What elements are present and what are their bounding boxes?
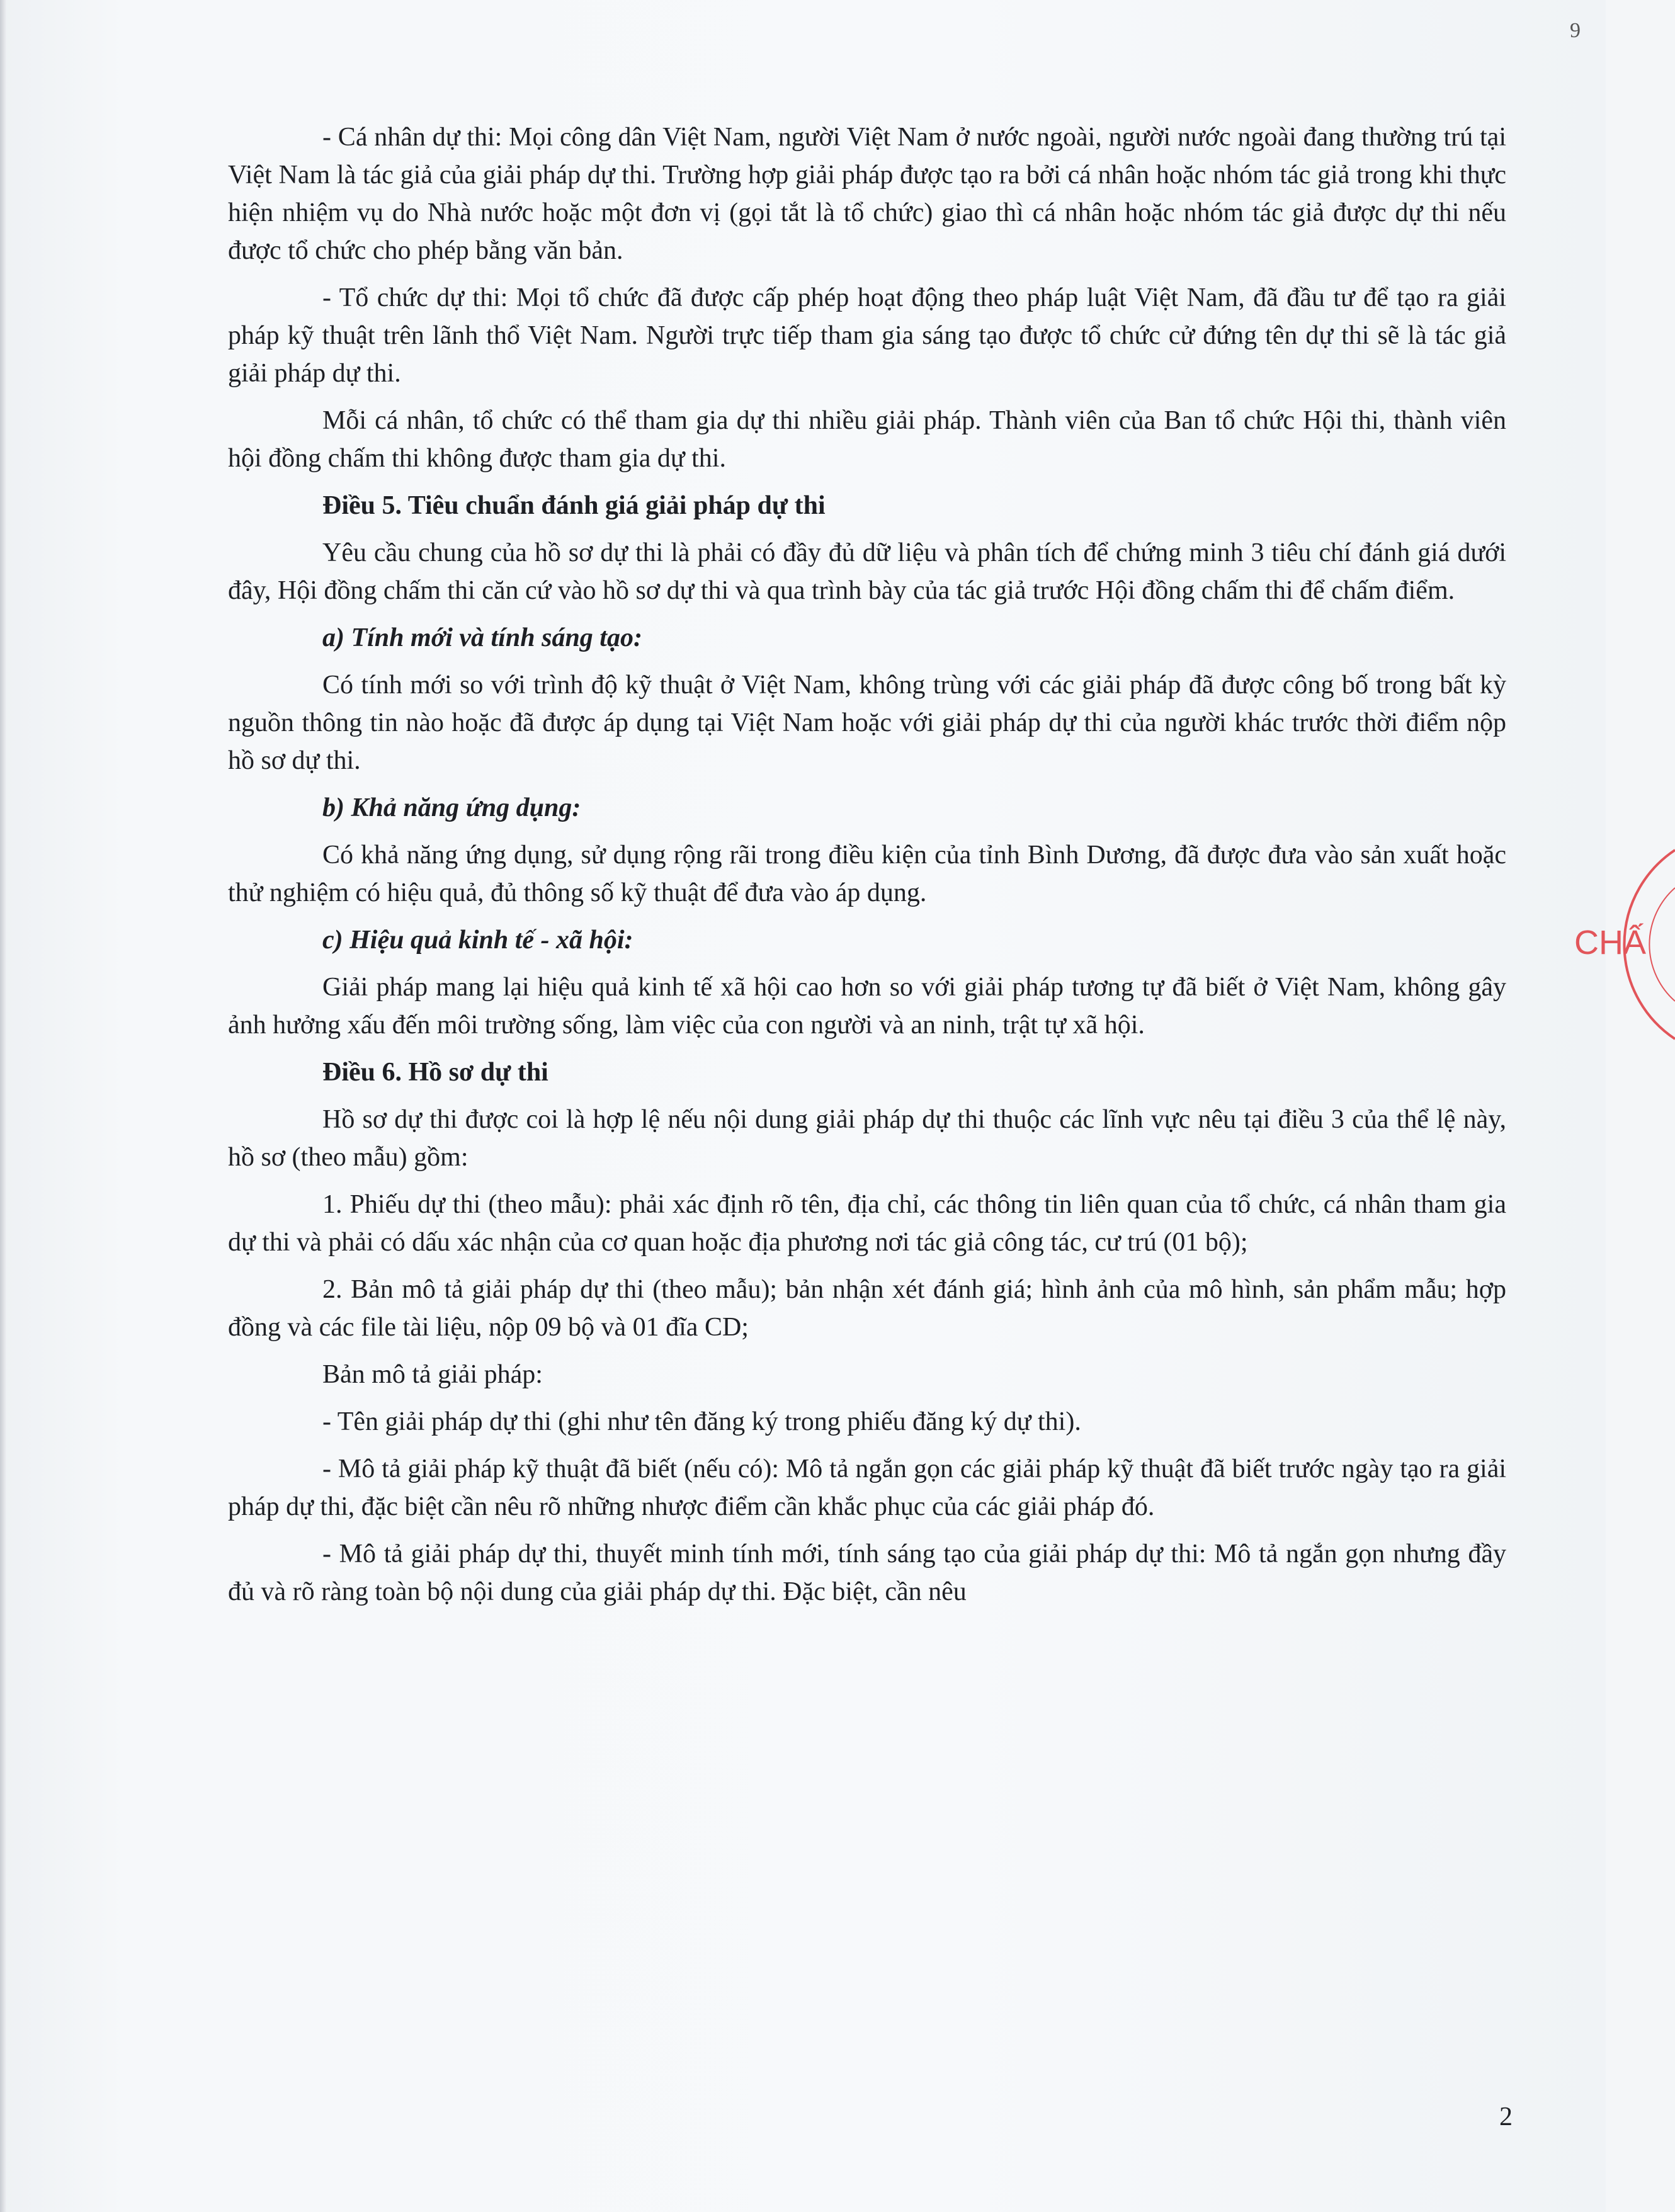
document-body xyxy=(228,118,1506,1620)
page-left-edge xyxy=(0,0,6,2212)
body-paragraph: Có khả năng ứng dụng, sử dụng rộng rãi trong điều kiện của tỉnh Bình Dương, đã được đưa vào sản xuất hoặc thử nghiệm có hiệu quả, đủ thông số kỹ thuật để đưa vào áp dụng. xyxy=(228,841,1506,907)
section-heading: Điều 5. Tiêu chuẩn đánh giá giải pháp dự thi xyxy=(322,491,826,520)
body-paragraph: 2. Bản mô tả giải pháp dự thi (theo mẫu); bản nhận xét đánh giá; hình ảnh của mô hình, sản phẩm mẫu; hợp đồng và các file tài liệu, nộp 09 bộ và 01 đĩa CD; xyxy=(228,1275,1506,1342)
body-paragraph: Giải pháp mang lại hiệu quả kinh tế xã hội cao hơn so với giải pháp tương tự đã biết ở Việt Nam, không gây ảnh hưởng xấu đến môi trường sống, làm việc của con người và an ninh, trật tự xã hội. xyxy=(228,973,1506,1040)
body-paragraph: - Mô tả giải pháp kỹ thuật đã biết (nếu có): Mô tả ngắn gọn các giải pháp kỹ thuật đã biết trước ngày tạo ra giải pháp dự thi, đặc biệt cần nêu rõ những nhược điểm cần khắc phục của các giải pháp đó. xyxy=(228,1455,1506,1521)
red-seal-stamp xyxy=(1530,831,1675,1058)
section-heading: Điều 6. Hồ sơ dự thi xyxy=(322,1058,548,1087)
body-paragraph: - Tên giải pháp dự thi (ghi như tên đăng ký trong phiếu đăng ký dự thi). xyxy=(322,1407,1081,1436)
corner-mark: 9 xyxy=(1570,19,1581,42)
body-paragraph: - Mô tả giải pháp dự thi, thuyết minh tính mới, tính sáng tạo của giải pháp dự thi: Mô tả ngắn gọn nhưng đầy đủ và rõ ràng toàn bộ nội dung của giải pháp dự thi. Đặc biệt, cần nêu xyxy=(228,1540,1506,1606)
criterion-heading: c) Hiệu quả kinh tế - xã hội: xyxy=(322,926,633,955)
body-paragraph: - Tổ chức dự thi: Mọi tổ chức đã được cấp phép hoạt động theo pháp luật Việt Nam, đã đầu tư để tạo ra giải pháp kỹ thuật trên lãnh thổ Việt Nam. Người trực tiếp tham gia sáng tạo được tổ chức cử đứng tên dự thi sẽ là tác giả giải pháp dự thi. xyxy=(228,283,1506,388)
body-paragraph: Bản mô tả giải pháp: xyxy=(322,1360,543,1389)
page-number: 2 xyxy=(1499,2102,1513,2131)
body-paragraph: - Cá nhân dự thi: Mọi công dân Việt Nam, người Việt Nam ở nước ngoài, người nước ngoài đang thường trú tại Việt Nam là tác giả của giải pháp dự thi. Trường hợp giải pháp được tạo ra bởi cá nhân hoặc nhóm tác giả trong khi thực hiện nhiệm vụ do Nhà nước hoặc một đơn vị (gọi tắt là tổ chức) giao thì cá nhân hoặc nhóm tác giả được dự thi nếu được tổ chức cho phép bằng văn bản. xyxy=(228,123,1506,265)
body-paragraph: Hồ sơ dự thi được coi là hợp lệ nếu nội dung giải pháp dự thi thuộc các lĩnh vực nêu tại điều 3 của thể lệ này, hồ sơ (theo mẫu) gồm: xyxy=(228,1105,1506,1172)
criterion-heading: b) Khả năng ứng dụng: xyxy=(322,793,581,822)
body-paragraph: Yêu cầu chung của hồ sơ dự thi là phải có đầy đủ dữ liệu và phân tích để chứng minh 3 tiêu chí đánh giá dưới đây, Hội đồng chấm thi căn cứ vào hồ sơ dự thi và qua trình bày của tác giả trước Hội đồng chấm thi để chấm điểm. xyxy=(228,538,1506,605)
body-paragraph: Mỗi cá nhân, tổ chức có thể tham gia dự thi nhiều giải pháp. Thành viên của Ban tổ chức Hội thi, thành viên hội đồng chấm thi không được tham gia dự thi. xyxy=(228,406,1506,473)
stamp-text: CHẤ xyxy=(1574,924,1647,961)
body-paragraph: Có tính mới so với trình độ kỹ thuật ở Việt Nam, không trùng với các giải pháp đã được công bố trong bất kỳ nguồn thông tin nào hoặc đã được áp dụng tại Việt Nam hoặc với giải pháp dự thi của người khác trước thời điểm nộp hồ sơ dự thi. xyxy=(228,671,1506,775)
criterion-heading: a) Tính mới và tính sáng tạo: xyxy=(322,623,642,652)
body-paragraph: 1. Phiếu dự thi (theo mẫu): phải xác định rõ tên, địa chỉ, các thông tin liên quan của tổ chức, cá nhân tham gia dự thi và phải có dấu xác nhận của cơ quan hoặc địa phương nơi tác giả công tác, cư trú (01 bộ); xyxy=(228,1190,1506,1257)
